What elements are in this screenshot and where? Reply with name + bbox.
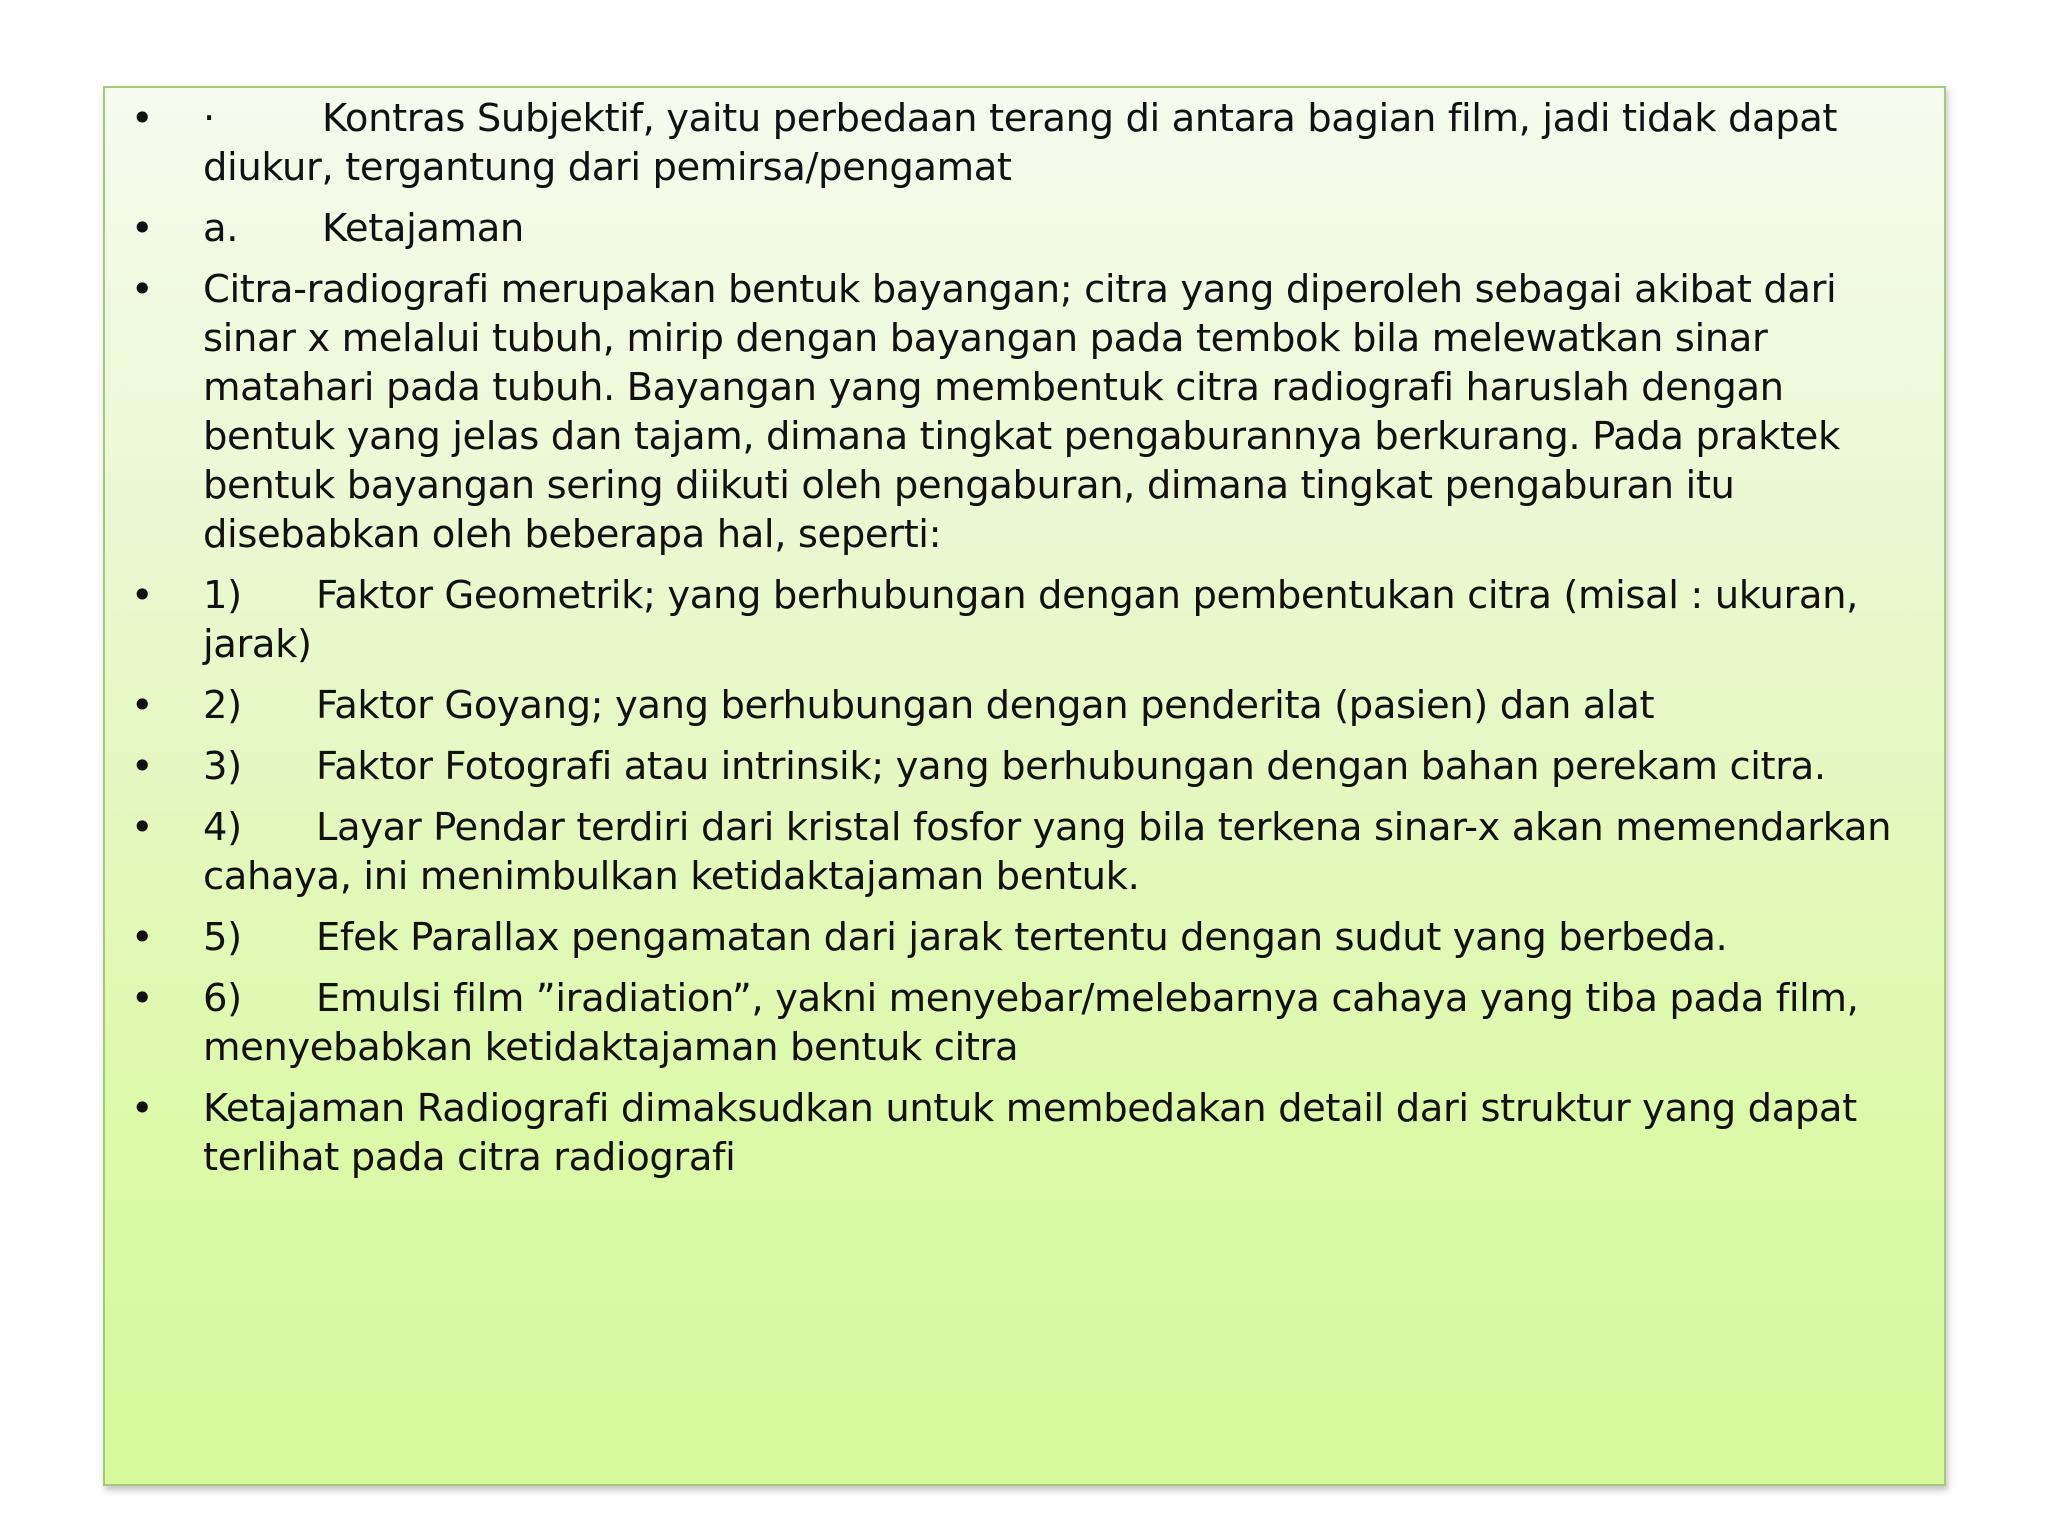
item-marker: 4): [203, 805, 242, 850]
bullet-list: [105, 94, 1944, 1194]
list-item-faktor-goyang: [105, 681, 1944, 730]
bullet-dot-icon: •: [130, 976, 154, 1021]
bullet-dot-icon: •: [130, 1086, 154, 1131]
item-text: Emulsi film ”iradiation”, yakni menyebar/melebarnya cahaya yang tiba pada film, menyebabkan ketidaktajaman bentuk citra: [203, 976, 1859, 1070]
item-marker: 3): [203, 744, 242, 789]
list-item-emulsi-film: [105, 974, 1944, 1072]
bullet-dot-icon: •: [130, 267, 154, 312]
item-marker: 2): [203, 683, 242, 728]
item-text: Ketajaman Radiografi dimaksudkan untuk membedakan detail dari struktur yang dapat terlihat pada citra radiografi: [203, 1086, 1857, 1180]
item-text: Kontras Subjektif, yaitu perbedaan terang di antara bagian film, jadi tidak dapat diukur, tergantung dari pemirsa/pengamat: [203, 96, 1838, 190]
bullet-dot-icon: •: [130, 683, 154, 728]
bullet-dot-icon: •: [130, 206, 154, 251]
item-text: Faktor Geometrik; yang berhubungan dengan pembentukan citra (misal : ukuran, jarak): [203, 573, 1858, 667]
item-marker: 5): [203, 915, 242, 960]
list-item-ketajaman-heading: [105, 204, 1944, 253]
bullet-dot-icon: •: [130, 96, 154, 141]
bullet-dot-icon: •: [130, 805, 154, 850]
list-item-faktor-fotografi: [105, 742, 1944, 791]
list-item-kontras-subjektif: [105, 94, 1944, 192]
item-marker: 1): [203, 573, 242, 618]
item-marker: ·: [203, 96, 215, 141]
bullet-dot-icon: •: [130, 573, 154, 618]
item-text: Ketajaman: [322, 206, 524, 251]
list-item-faktor-geometrik: [105, 571, 1944, 669]
list-item-layar-pendar: [105, 803, 1944, 901]
item-marker: a.: [203, 206, 239, 251]
content-text-box: [103, 86, 1946, 1486]
item-text: Faktor Goyang; yang berhubungan dengan penderita (pasien) dan alat: [316, 683, 1655, 728]
item-text: Citra-radiografi merupakan bentuk bayangan; citra yang diperoleh sebagai akibat dari sinar x melalui tubuh, mirip dengan bayangan pada tembok bila melewatkan sinar matahari pada tubuh. Bayangan yang membentuk citra radiografi haruslah dengan bentuk yang jelas dan tajam, dimana tingkat pengaburannya berkurang. Pada praktek bentuk bayangan sering diikuti oleh pengaburan, dimana tingkat pengaburan itu disebabkan oleh beberapa hal, seperti:: [203, 267, 1840, 557]
item-text: Layar Pendar terdiri dari kristal fosfor yang bila terkena sinar-x akan memendarkan cahaya, ini menimbulkan ketidaktajaman bentuk.: [203, 805, 1892, 899]
item-text: Efek Parallax pengamatan dari jarak tertentu dengan sudut yang berbeda.: [316, 915, 1728, 960]
bullet-dot-icon: •: [130, 744, 154, 789]
item-marker: 6): [203, 976, 242, 1021]
list-item-ketajaman-radiografi: [105, 1084, 1944, 1182]
list-item-efek-parallax: [105, 913, 1944, 962]
list-item-citra-radiografi: [105, 265, 1944, 559]
bullet-dot-icon: •: [130, 915, 154, 960]
item-text: Faktor Fotografi atau intrinsik; yang berhubungan dengan bahan perekam citra.: [316, 744, 1826, 789]
